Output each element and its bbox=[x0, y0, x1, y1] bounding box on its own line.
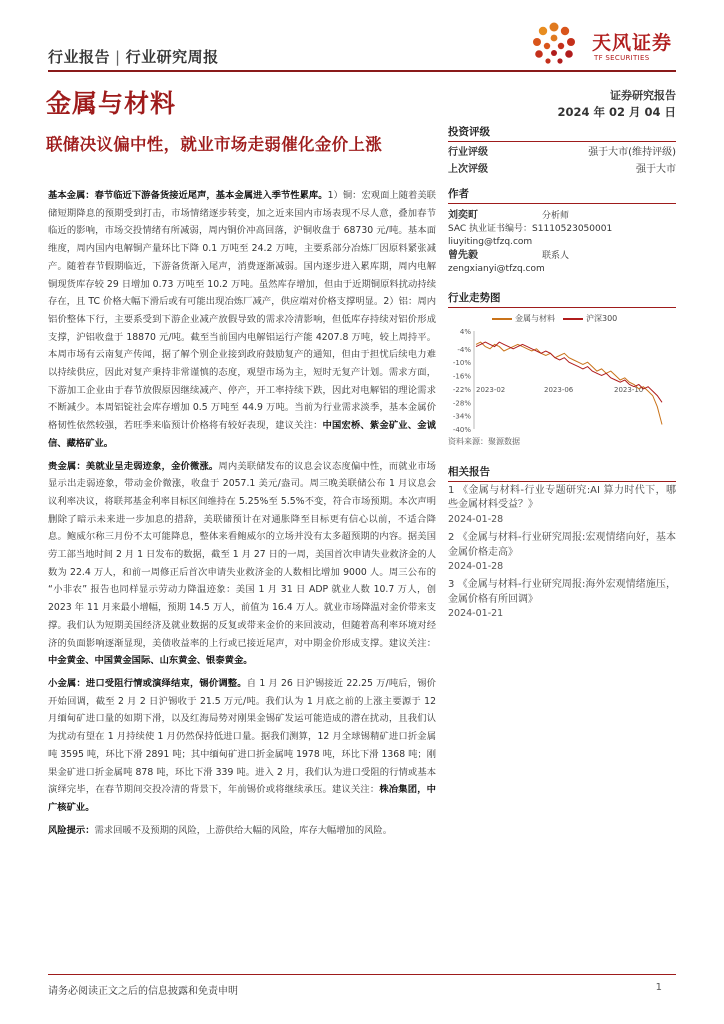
page-number: 1 bbox=[655, 982, 662, 993]
picks-base-metals: 中国宏桥、紫金矿业、金诚信、藏格矿业。 bbox=[48, 420, 436, 449]
x-tick-label: 2023-06 bbox=[544, 385, 574, 394]
related-item-date: 2024-01-21 bbox=[448, 608, 504, 620]
lead-base-metals: 基本金属：春节临近下游备货接近尾声，基本金属进入季节性累库。 bbox=[48, 190, 328, 201]
related-item[interactable] bbox=[448, 531, 676, 574]
x-tick-label: 2023-02 bbox=[476, 385, 506, 394]
text-precious-metals: 周内美联储发布的议息会议态度偏中性，而就业市场显示出走弱迹象，带动金价微涨，收盘于 2057.1 美元/盎司。周三晚美联储公布 1 月议息会议利率决议，将联邦基金利率目标区间维持在 5.25%至 5.5%不变，符合市场预期。本次声明删除了暗示未来进一步加息的措辞，美联储预计在对通胀降至目标更有信心以前，不适合降息。鲍威尔称三月份不太可能降息，整体来看鲍威尔的立场并没有太多超预期的内容。据美国劳工部当地时间 2 月 1 日发布的数据，截至 1 月 27 日的一周，美国首次申请失业救济金的人数为 22.4 万人，和前一周修正后首次申请失业救济金的人数相比增加 9000 人。周三公布的 “小非农” 报告也同样显示劳动力降温迹象：美国 1 月 31 日 ADP 就业人数 10.7 万人，创 2023 年 11 月来最小增幅，预期 14.5 万人，前值为 16.4 万人。就业市场降温对金价带来支撑。我们认为短期美国经济及就业数据的反复或带来金价的来回波动，但随着高利率环境对经济的负面影响逐渐显现，美债收益率的上行或已接近尾声，对中期金价形成支撑。建议关注： bbox=[48, 460, 436, 649]
chart-legend bbox=[492, 312, 676, 325]
subcategory-label: 行业研究周报 bbox=[125, 48, 219, 66]
author-email[interactable]: liuyiting@tfzq.com bbox=[448, 236, 533, 247]
text-risk: 需求回暖不及预期的风险，上游供给大幅的风险，库存大幅增加的风险。 bbox=[94, 824, 393, 836]
trend-chart bbox=[448, 325, 676, 433]
legend-item bbox=[492, 313, 555, 324]
y-tick-label: -40% bbox=[452, 426, 471, 433]
category-label: 行业报告 bbox=[48, 48, 111, 66]
lead-risk: 风险提示： bbox=[48, 824, 95, 836]
y-tick-label: -4% bbox=[457, 345, 471, 354]
last-rating-row bbox=[448, 161, 676, 178]
report-date: 2024 年 02 月 04 日 bbox=[557, 105, 676, 119]
text-minor-metals: 自 1 月 26 日沪锡接近 22.25 万/吨后，锡价开始回调，截至 2 月 2 日沪锡收于 21.5 万元/吨。我们认为 1 月底之前的上涨主要源于 12 月缅甸矿进口量的如期下滑，以及红海局势对刚果金锡矿发运可能造成的潜在扰动，且我们认为扰动有望在 1 月持续使 1 月仍然保持低进口量。据我们测算，12 月全球锡精矿进口折金属吨 3595 吨，环比下滑 2891 吨；其中缅甸矿进口折金属吨 1978 吨，环比下滑 1368 吨；刚果金矿进口折金属吨 878 吨，环比下滑 339 吨。进入 2 月，我们认为进口受阻的行情或基本演绎完毕，在春节期间交投冷清的背景下，年前锡价或将继续承压。建议关注： bbox=[48, 677, 436, 796]
y-tick-label: -10% bbox=[452, 359, 471, 368]
trend-title: 行业走势图 bbox=[448, 290, 676, 308]
paragraph-risk bbox=[48, 822, 436, 840]
sector-title: 金属与材料 bbox=[46, 89, 177, 118]
related-title: 相关报告 bbox=[448, 464, 676, 482]
related-item-title: 2 《金属与材料-行业研究周报:宏观情绪向好，基本金属价格走高》 bbox=[448, 532, 676, 558]
footer-divider bbox=[48, 974, 676, 975]
industry-rating-row bbox=[448, 144, 676, 161]
report-category bbox=[48, 46, 219, 67]
chart-source: 资料来源：聚源数据 bbox=[448, 437, 520, 446]
related-item-date: 2024-01-28 bbox=[448, 561, 504, 573]
picks-minor-metals: 株冶集团，中广核矿业。 bbox=[48, 784, 436, 813]
author-role: 分析师 bbox=[542, 211, 570, 221]
logo-text: 天风证券 bbox=[592, 32, 673, 54]
last-rating-label: 上次评级 bbox=[448, 164, 488, 175]
lead-minor-metals: 小金属：进口受阻行情或演绎结束，锡价调整。 bbox=[48, 677, 247, 689]
related-item-title: 1 《金属与材料-行业专题研究:AI 算力时代下，哪些金属材料受益？》 bbox=[448, 485, 676, 511]
text-base-metals: 1）铜：宏观面上随着美联储短期降息的预期受到打击，市场情绪逐步转变，加之近来国内市场表现不尽人意，叠加春节临近的影响，市场交投情绪有所减弱，周内铜价冲高回落，沪铜收盘于 68730 元/吨。基本面维度，周内国内电解铜产量环比下降 0.1 万吨至 24.2 万吨，主要系部分冶炼厂因原料紧张减产。随着春节假期临近，下游备货渐入尾声，消费逐渐减弱。国内逐步进入累库期，周内电解铜现货库存较 29 日增加 0.73 万吨至 10.2 万吨。虽然库存增加，但由于近期铜原料扰动持续存在，且 TC 价格大幅下滑后或有可能出现冶炼厂减产，供应端对价格支撑明显。2）铝：周内铝价整体下行，主要系受到下游企业减产放假导致的需求冷清影响，但低库存持续对铝价形成支撑，沪铝收盘于 18870 元/吨。截至当前国内电解铝运行产能 4207.8 万吨，较上周持平。本周市场有云南复产传闻，据了解个别企业接到政府鼓励复产的通知，但由于担忧后续电力难以持续供应，因此对复产秉持非常谨慎的态度，观望市场为主，短时无复产计划。需求方面，下游加工企业由于春节放假原因继续减产、停产，开工率持续下跌，因此对电解铝的理论需求不断减少。本周铝锭社会库存增加 0.5 万吨至 44.9 万吨。当前为行业需求淡季，基本金属价格韧性依然较强，若旺季来临预计价格将有较好表现，建议关注： bbox=[48, 190, 436, 432]
industry-rating-label: 行业评级 bbox=[448, 147, 488, 158]
authors-title: 作者 bbox=[448, 186, 676, 204]
rating-title: 投资评级 bbox=[448, 124, 676, 142]
author-email[interactable]: zengxianyi@tfzq.com bbox=[448, 264, 545, 275]
y-tick-label: 4% bbox=[459, 328, 471, 336]
paragraph-precious-metals bbox=[48, 458, 436, 670]
y-tick-label: -34% bbox=[452, 412, 471, 421]
author-name: 曾先毅 bbox=[448, 250, 478, 262]
report-headline: 联储决议偏中性，就业市场走弱催化金价上涨 bbox=[46, 135, 382, 154]
author-cert: SAC 执业证书编号：S1110523050001 bbox=[448, 223, 613, 234]
report-type: 证券研究报告 bbox=[610, 89, 676, 102]
y-tick-label: -16% bbox=[452, 372, 471, 381]
y-tick-label: -22% bbox=[452, 385, 471, 394]
related-section bbox=[448, 464, 676, 626]
authors-section bbox=[448, 186, 676, 276]
category-separator: | bbox=[115, 48, 121, 66]
footer-disclaimer: 请务必阅读正文之后的信息披露和免责申明 bbox=[48, 986, 238, 997]
industry-rating-value: 强于大市(维持评级) bbox=[588, 147, 676, 158]
legend-label: 金属与材料 bbox=[515, 314, 555, 323]
paragraph-minor-metals bbox=[48, 675, 436, 817]
author-card bbox=[448, 210, 676, 248]
main-body bbox=[48, 187, 436, 844]
related-item-title: 3 《金属与材料-行业研究周报:海外宏观情绪施压，金属价格有所回调》 bbox=[448, 579, 676, 605]
legend-label: 沪深300 bbox=[586, 314, 618, 323]
legend-swatch bbox=[492, 318, 512, 320]
related-item-date: 2024-01-28 bbox=[448, 513, 504, 525]
last-rating-value: 强于大市 bbox=[636, 164, 676, 175]
author-role: 联系人 bbox=[542, 251, 570, 262]
legend-swatch bbox=[563, 318, 583, 320]
rating-section bbox=[448, 124, 676, 178]
author-card bbox=[448, 250, 676, 276]
trend-section bbox=[448, 290, 676, 447]
header-divider bbox=[48, 70, 676, 72]
series-line bbox=[476, 342, 662, 424]
legend-item bbox=[563, 313, 617, 324]
related-list bbox=[448, 484, 676, 622]
author-name: 刘奕町 bbox=[448, 210, 478, 221]
lead-precious-metals: 贵金属：美就业呈走弱迹象，金价微涨。 bbox=[48, 460, 219, 472]
logo-subtext: TF SECURITIES bbox=[594, 54, 650, 62]
related-item[interactable] bbox=[448, 484, 676, 527]
x-tick-label: 2023-10 bbox=[614, 385, 644, 394]
paragraph-base-metals bbox=[48, 187, 436, 453]
y-tick-label: -28% bbox=[452, 399, 471, 408]
picks-precious-metals: 中金黄金、中国黄金国际、山东黄金、银泰黄金。 bbox=[48, 655, 253, 667]
related-item[interactable] bbox=[448, 578, 676, 621]
